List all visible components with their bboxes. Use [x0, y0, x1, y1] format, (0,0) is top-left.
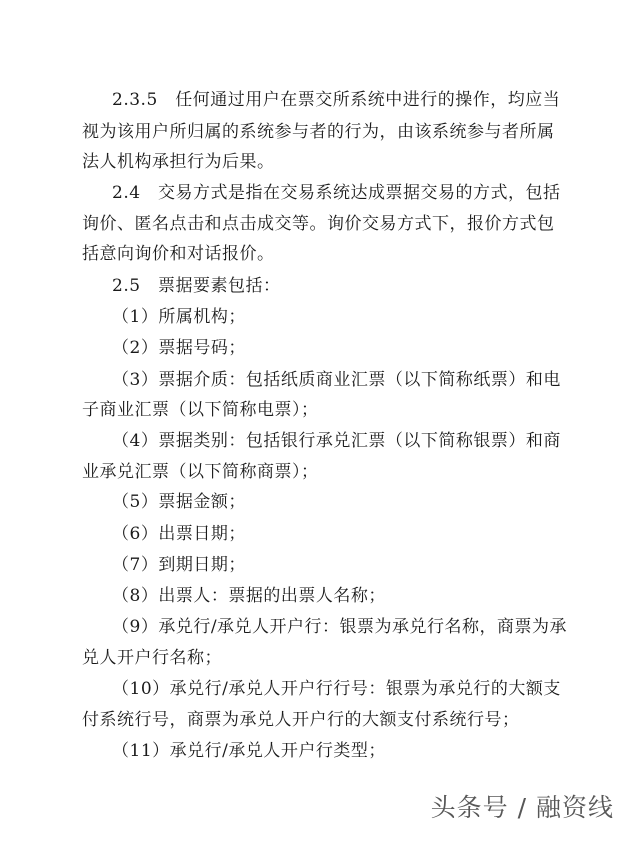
- list-item: （11）承兑行/承兑人开户行类型；: [112, 741, 386, 761]
- text-line: 付系统行号，商票为承兑人开户行的大额支付系统行号；: [82, 710, 520, 730]
- text-line: 法人机构承担行为后果。: [82, 152, 275, 172]
- text-line: 括意向询价和对话报价。: [82, 244, 275, 264]
- list-item: （3）票据介质：包括纸质商业汇票（以下简称纸票）和电: [112, 370, 561, 390]
- text-line: 询价、匿名点击和点击成交等。询价交易方式下，报价方式包: [82, 214, 555, 234]
- list-item: （2）票据号码；: [112, 338, 246, 358]
- text-line: 视为该用户所归属的系统参与者的行为，由该系统参与者所属: [82, 122, 555, 142]
- text-line: 2.3.5 任何通过用户在票交所系统中进行的操作，均应当: [112, 90, 561, 110]
- list-item: （7）到期日期；: [112, 555, 246, 575]
- list-item: （1）所属机构；: [112, 307, 246, 327]
- list-item: （8）出票人：票据的出票人名称；: [112, 586, 386, 606]
- list-item: （9）承兑行/承兑人开户行：银票为承兑行名称，商票为承: [112, 617, 568, 637]
- watermark-text: 头条号 / 融资线: [430, 793, 614, 822]
- text-line: 业承兑汇票（以下简称商票）；: [82, 462, 319, 482]
- text-line: 兑人开户行名称；: [82, 648, 222, 668]
- text-line: 子商业汇票（以下简称电票）；: [82, 400, 319, 420]
- list-item: （4）票据类别：包括银行承兑汇票（以下简称银票）和商: [112, 431, 561, 451]
- list-item: （10）承兑行/承兑人开户行行号：银票为承兑行的大额支: [112, 679, 561, 699]
- text-line: 2.5 票据要素包括：: [112, 276, 281, 296]
- list-item: （5）票据金额；: [112, 492, 246, 512]
- text-line: 2.4 交易方式是指在交易系统达成票据交易的方式，包括: [112, 183, 561, 203]
- list-item: （6）出票日期；: [112, 524, 246, 544]
